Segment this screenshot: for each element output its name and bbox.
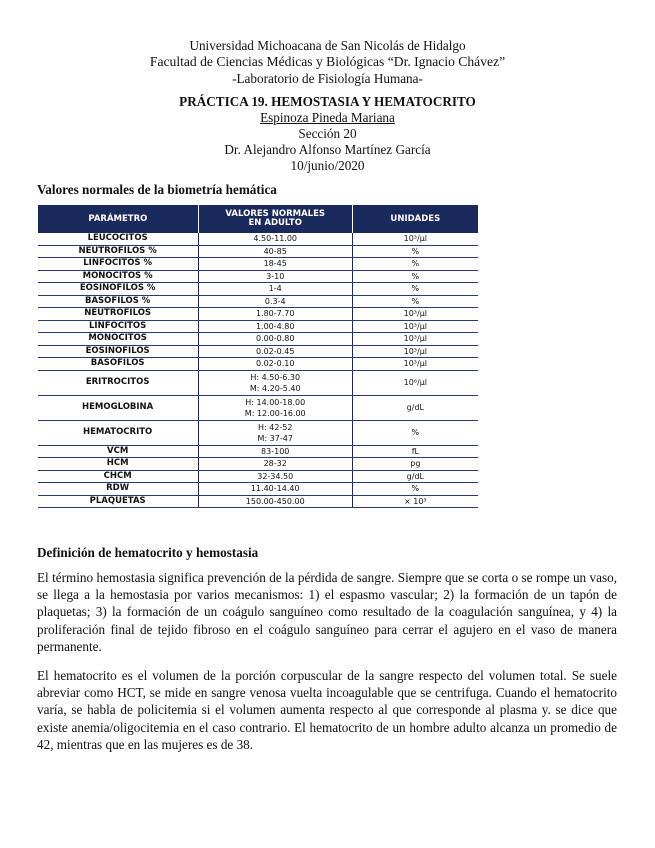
unit-cell: % [352,270,478,283]
definition-heading: Definición de hematocrito y hemostasia [37,545,259,560]
parameter-cell: HCM [38,458,199,471]
column-header [198,205,352,233]
table-row [38,483,479,496]
value-cell: 11.40-14.40 [198,483,352,496]
parameter-cell: HEMOGLOBINA [38,395,199,420]
unit-cell: % [352,420,478,445]
unit-cell: 10³/µl [352,358,478,371]
table-row [38,358,479,371]
table-row [38,420,479,445]
table-row [38,345,479,358]
table-row [38,283,479,296]
value-cell: H: 4.50-6.30 M: 4.20-5.40 [198,370,352,395]
unit-cell: 10³/µl [352,320,478,333]
university-name: Universidad Michoacana de San Nicolás de Hidalgo [189,38,466,53]
table-row [38,258,479,271]
parameter-cell: MONOCITOS % [38,270,199,283]
parameter-cell: VCM [38,445,199,458]
parameter-cell: MONOCITOS [38,333,199,346]
table-row [38,295,479,308]
parameter-cell: PLAQUETAS [38,495,199,508]
parameter-cell: CHCM [38,470,199,483]
table-row [38,445,479,458]
unit-cell: % [352,295,478,308]
hemostasis-paragraph: El término hemostasia significa prevención de la pérdida de sangre. Siempre que se corta o se rompe un vaso, se llega a la hemostasia por varios mecanismos: 1) el espasmo vascular; 2) la formación de un tapón de plaquetas; 3) la formación de un coágulo sanguíneo como resultado de la coagulación sanguínea, y 4) la proliferación final de tejido fibroso en el coágulo sanguíneo para cerrar el agujero en el vaso de manera permanente. [37,570,617,654]
parameter-cell: NEUTROFILOS % [38,245,199,258]
unit-cell: % [352,483,478,496]
parameter-cell: EOSINOFILOS % [38,283,199,296]
value-cell: 4.50-11.00 [198,233,352,245]
value-cell: 0.02-0.45 [198,345,352,358]
unit-cell: 10³/µl [352,345,478,358]
parameter-cell: BASOFILOS [38,358,199,371]
column-header-label: VALORES NORMALES EN ADULTO [225,209,326,228]
unit-cell: g/dL [352,470,478,483]
unit-cell: fL [352,445,478,458]
parameter-cell: NEUTROFILOS [38,308,199,321]
value-cell: 150.00-450.00 [198,495,352,508]
parameter-cell: HEMATOCRITO [38,420,199,445]
column-header: PARÁMETRO [38,205,199,233]
table-row [38,495,479,508]
unit-cell: pg [352,458,478,471]
parameter-cell: LINFOCITOS % [38,258,199,271]
unit-cell: × 10³ [352,495,478,508]
unit-cell: 10⁶/µl [352,370,478,395]
unit-cell: % [352,283,478,296]
practice-title: PRÁCTICA 19. HEMOSTASIA Y HEMATOCRITO [179,94,476,109]
section: Sección 20 [298,126,357,141]
parameter-cell: ERITROCITOS [38,370,199,395]
value-cell: 18-45 [198,258,352,271]
value-cell: 32-34.50 [198,470,352,483]
table-heading: Valores normales de la biometría hemática [37,182,277,197]
value-cell: 0.02-0.10 [198,358,352,371]
table-row [38,458,479,471]
value-cell: H: 14.00-18.00 M: 12.00-16.00 [198,395,352,420]
value-cell: 1-4 [198,283,352,296]
biometry-table [37,205,478,508]
faculty-name: Facultad de Ciencias Médicas y Biológicas “Dr. Ignacio Chávez” [149,54,506,69]
value-cell: 0.3-4 [198,295,352,308]
value-cell: H: 42-52 M: 37-47 [198,420,352,445]
parameter-cell: RDW [38,483,199,496]
table-row [38,270,479,283]
teacher-name: Dr. Alejandro Alfonso Martínez García [224,142,431,157]
table-row [38,470,479,483]
table-row [38,245,479,258]
author-name: Espinoza Pineda Mariana [260,110,395,125]
unit-cell: 10³/µl [352,233,478,245]
parameter-cell: EOSINOFILOS [38,345,199,358]
parameter-cell: BASOFILOS % [38,295,199,308]
column-header: UNIDADES [352,205,478,233]
unit-cell: g/dL [352,395,478,420]
table-row [38,333,479,346]
date: 10/junio/2020 [290,158,365,173]
unit-cell: % [352,258,478,271]
table-row [38,370,479,395]
table-row [38,233,479,245]
table-row [38,395,479,420]
content-flow [37,182,617,765]
hematocrit-paragraph: El hematocrito es el volumen de la porción corpuscular de la sangre respecto del volumen total. Se suele abreviar como HCT, se mide en sangre venosa vuelta incoagulable que se centrifuga. Cuando el hematocrito varía, se habla de policitemia si el volumen aumenta respecto al que corresponde al plasma y. se dice que existe anemia/oligocitemia en el caso contrario. El hematocrito de un hombre adulto alcanza un promedio de 42, mientras que en las mujeres es de 38. [37,668,617,752]
unit-cell: 10³/µl [352,308,478,321]
value-cell: 40-85 [198,245,352,258]
table-row [38,320,479,333]
value-cell: 28-32 [198,458,352,471]
parameter-cell: LINFOCITOS [38,320,199,333]
value-cell: 83-100 [198,445,352,458]
value-cell: 1.00-4.80 [198,320,352,333]
unit-cell: % [352,245,478,258]
value-cell: 3-10 [198,270,352,283]
table-row [38,308,479,321]
parameter-cell: LEUCOCITOS [38,233,199,245]
value-cell: 1.80-7.70 [198,308,352,321]
unit-cell: 10³/µl [352,333,478,346]
value-cell: 0.00-0.80 [198,333,352,346]
lab-name: -Laboratorio de Fisiología Humana- [232,71,423,86]
